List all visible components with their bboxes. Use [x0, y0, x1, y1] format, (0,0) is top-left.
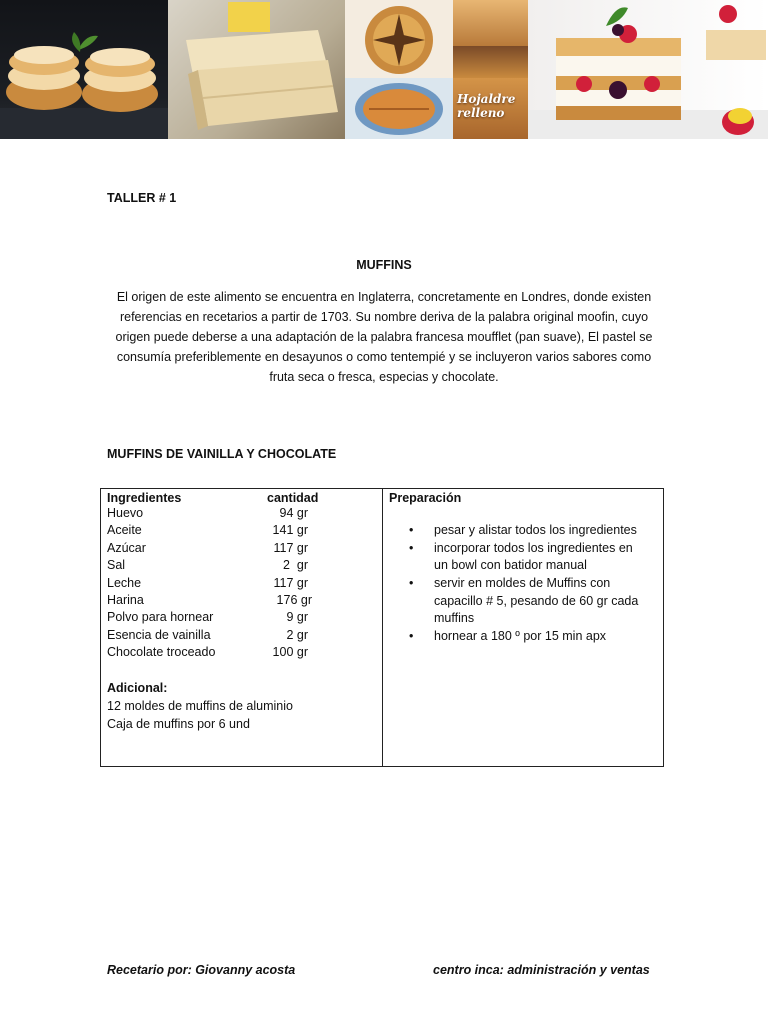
- section-title: MUFFINS: [356, 258, 412, 272]
- additional-item: 12 moldes de muffins de aluminio: [107, 699, 293, 713]
- recipe-table: [100, 488, 664, 767]
- banner-photo-vol-au-vent: [0, 0, 168, 139]
- recipe-title: MUFFINS DE VAINILLA Y CHOCOLATE: [107, 447, 337, 461]
- preparation-step: • servir en moldes de Muffins con capacillo # 5, pesando de 60 gr cada muffins: [409, 576, 639, 626]
- ingredients-column: [101, 489, 383, 766]
- ingredient-row: Polvo para hornear 9 gr: [107, 610, 308, 625]
- preparation-step: • incorporar todos los ingredientes en un bowl con batidor manual: [409, 540, 633, 573]
- preparation-steps: [389, 522, 649, 646]
- banner-photo-mille-feuille: [528, 0, 768, 139]
- ingredient-row: Esencia de vainilla 2 gr: [107, 627, 308, 642]
- mille-feuille-illustration: [528, 0, 768, 139]
- puff-pastry-dough-illustration: [168, 0, 345, 139]
- ingredient-row: Huevo 94 gr: [107, 506, 308, 520]
- preparation-column: [383, 489, 663, 766]
- preparation-header: Preparación: [389, 491, 462, 505]
- footer-author: Recetario por: Giovanny acosta: [107, 963, 296, 977]
- ingredient-row: Leche 117 gr: [107, 575, 308, 590]
- ingredient-row: Azúcar 117 gr: [107, 540, 308, 555]
- additional-section: [107, 679, 293, 733]
- intro-paragraph: El origen de este alimento se encuentra en Inglaterra, concretamente en Londres, donde existen referencias en recetarios a partir de 1703. Su nombre deriva de la palabra original moofin, cuyo origen puede deberse a una adaptación de la palabra francesa moufflet (pan suave), El pastel se consumía preferiblemente en desayunos o como tentempié y se incluyeron varios sabores como fruta seca o fresca, especias y chocolate.: [115, 290, 653, 384]
- ingredients-header: Ingredientes: [107, 491, 182, 505]
- ingredient-row: Sal 2 gr: [107, 558, 308, 573]
- footer-institution: centro inca: administración y ventas: [433, 963, 650, 977]
- bullet-icon: •: [409, 576, 414, 591]
- collage-caption: Hojaldre relleno: [453, 78, 528, 139]
- ingredient-row: Harina 176 gr: [107, 592, 312, 607]
- banner-photo-collage: [345, 0, 528, 139]
- quantity-header: cantidad: [267, 491, 319, 505]
- ingredient-row: Chocolate troceado 100 gr: [107, 645, 308, 660]
- preparation-step: • pesar y alistar todos los ingredientes: [389, 522, 649, 539]
- bullet-icon: •: [409, 628, 414, 643]
- additional-item: Caja de muffins por 6 und: [107, 717, 250, 731]
- header-banner: [0, 0, 768, 139]
- vol-au-vent-illustration: [0, 0, 168, 139]
- bullet-icon: •: [409, 540, 414, 555]
- ingredients-list: [107, 505, 382, 662]
- ingredient-row: Aceite 141 gr: [107, 523, 308, 538]
- banner-photo-dough: [168, 0, 345, 139]
- preparation-step: • hornear a 180 º por 15 min apx: [389, 628, 649, 645]
- taller-title: TALLER # 1: [107, 191, 177, 205]
- bullet-icon: •: [409, 523, 414, 537]
- additional-header: Adicional:: [107, 681, 168, 695]
